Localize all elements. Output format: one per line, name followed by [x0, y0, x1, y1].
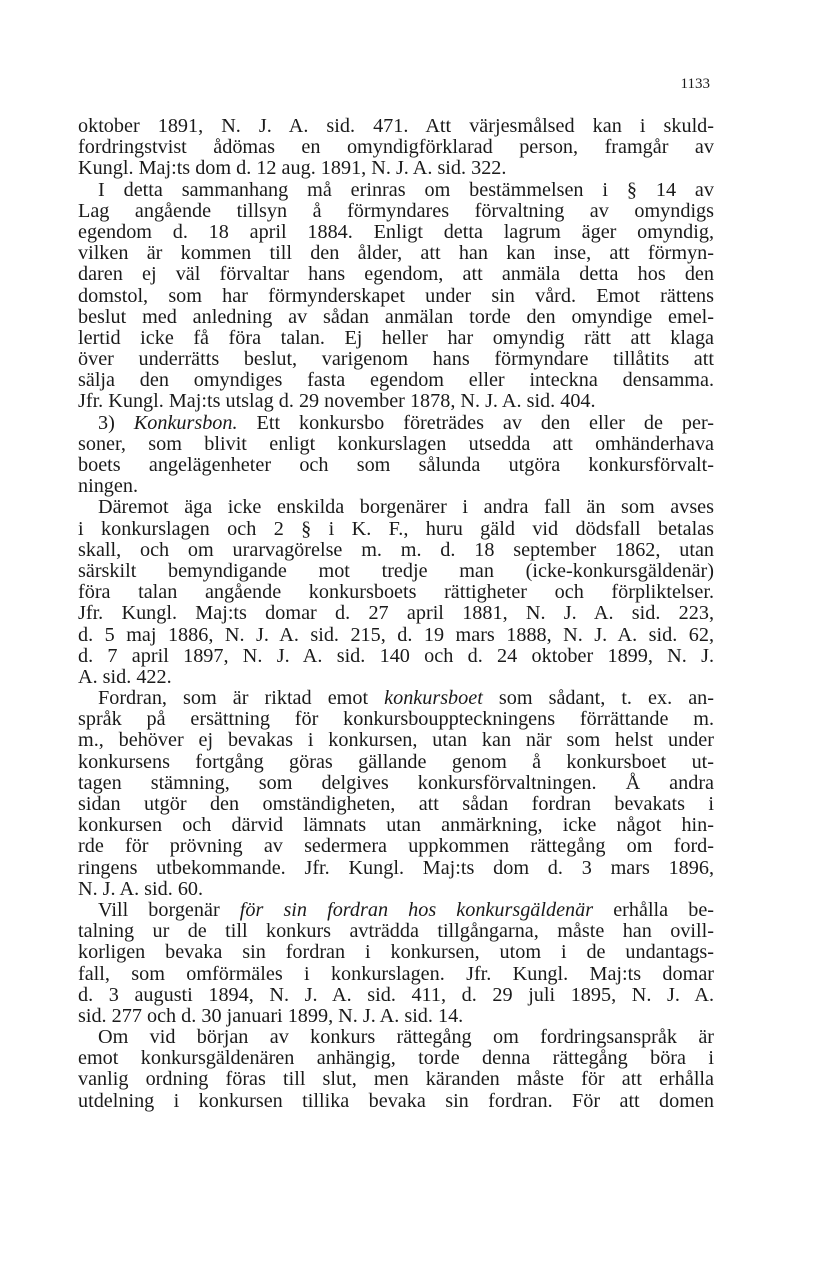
text-line [78, 688, 714, 709]
text-line [78, 773, 714, 794]
italic-term: konkursboet [384, 687, 483, 710]
text-line [78, 964, 714, 985]
text-line [78, 286, 714, 307]
text-line [78, 646, 714, 667]
line-text: d. 7 april 1897, N. J. A. sid. 140 och d. 24 oktober 1899, N. J. [78, 644, 714, 667]
text-line [78, 201, 714, 222]
line-text: fordringstvist ådömas en omyndigförklarad person, framgår av [78, 136, 714, 159]
text-line [78, 434, 714, 455]
text-line [78, 815, 714, 836]
line-text: Lag angående tillsyn å förmyndares förvaltning av omyndigs [78, 199, 714, 222]
text-line [78, 836, 714, 857]
line-text: m., behöver ej bevakas i konkursen, utan kan när som helst under [78, 729, 714, 752]
text-line [78, 540, 714, 561]
italic-term: Konkursbon. [133, 411, 238, 434]
text-line [78, 1006, 714, 1027]
line-text: sid. 277 och d. 30 januari 1899, N. J. A. sid. 14. [78, 1004, 464, 1027]
text-line [78, 1069, 714, 1090]
text-line [78, 858, 714, 879]
text-line [78, 985, 714, 1006]
line-text: ningen. [78, 475, 138, 498]
line-text: erhålla be- [593, 898, 714, 921]
text-line [78, 794, 714, 815]
line-text: språk på ersättning för konkursbouppteckningens förrättande m. [78, 708, 714, 731]
text-line [78, 879, 714, 900]
text-line [78, 561, 714, 582]
text-line [78, 116, 714, 137]
line-text: sidan utgör den omständigheten, att sådan fordran bevakats i [78, 793, 714, 815]
line-text: Ett konkursbo företrädes av den eller de per- [237, 411, 714, 434]
line-text: rde för prövning av sedermera uppkommen rättegång om ford- [78, 835, 714, 858]
line-text: sälja den omyndiges fasta egendom eller inteckna densamma. [78, 369, 714, 392]
line-text: över underrätts beslut, varigenom hans förmyndare tillåtits att [78, 348, 714, 371]
text-line [78, 180, 714, 201]
text-line [78, 328, 714, 349]
text-line [78, 455, 714, 476]
text-line [78, 1048, 714, 1069]
line-text: I detta sammanhang må erinras om bestämmelsen i § 14 av [98, 178, 714, 201]
text-line [78, 137, 714, 158]
line-text: domstol, som har förmynderskapet under sin vård. Emot rättens [78, 284, 714, 307]
line-text: Jfr. Kungl. Maj:ts domar d. 27 april 1881, N. J. A. sid. 223, [78, 602, 714, 625]
line-text: lertid icke få föra talan. Ej heller har omyndig rätt att klaga [78, 326, 714, 349]
line-text: särskilt bemyndigande mot tredje man (icke-konkursgäldenär) [78, 559, 714, 582]
line-text: N. J. A. sid. 60. [78, 877, 204, 900]
line-text: talning ur de till konkurs avträdda tillgångarna, måste han ovill- [78, 920, 714, 943]
line-text: Däremot äga icke enskilda borgenärer i andra fall än som avses [98, 496, 714, 519]
text-line [78, 307, 714, 328]
text-line [78, 582, 714, 603]
text-line [78, 625, 714, 646]
line-text: föra talan angående konkursboets rättigheter och förpliktelser. [78, 581, 714, 604]
line-text: Kungl. Maj:ts dom d. 12 aug. 1891, N. J. A. sid. 322. [78, 157, 507, 180]
line-text: daren ej väl förvaltar hans egendom, att anmäla detta hos den [78, 263, 714, 286]
line-text: boets angelägenheter och som sålunda utgöra konkursförvalt- [78, 454, 714, 476]
text-line [78, 243, 714, 264]
text-line [78, 222, 714, 243]
line-text: A. sid. 422. [78, 665, 172, 688]
line-text: oktober 1891, N. J. A. sid. 471. Att värjesmålsed kan i skuld- [78, 115, 714, 137]
line-text: korligen bevaka sin fordran i konkursen, utom i de undantags- [78, 941, 714, 964]
text-line [78, 1027, 714, 1048]
text-line [78, 603, 714, 624]
line-text: d. 3 augusti 1894, N. J. A. sid. 411, d. 29 juli 1895, N. J. A. [78, 983, 714, 1006]
line-lead: Vill borgenär [98, 898, 240, 921]
text-line [78, 264, 714, 285]
line-text: skall, och om urarvagörelse m. m. d. 18 september 1862, utan [78, 538, 714, 561]
text-line [78, 752, 714, 773]
line-lead: 3) [98, 411, 134, 434]
text-line [78, 497, 714, 518]
line-text: som sådant, t. ex. an- [482, 687, 715, 710]
line-text: tagen stämning, som delgives konkursförvaltningen. Å andra [78, 771, 714, 794]
line-text: vanlig ordning föras till slut, men käranden måste för att erhålla [78, 1068, 714, 1091]
text-line [78, 158, 714, 179]
text-line [78, 667, 714, 688]
text-line [78, 942, 714, 963]
text-line [78, 900, 714, 921]
text-line [78, 921, 714, 942]
text-line [78, 413, 714, 434]
line-text: i konkurslagen och 2 § i K. F., huru gäld vid dödsfall betalas [78, 517, 714, 540]
line-text: fall, som omförmäles i konkurslagen. Jfr. Kungl. Maj:ts domar [78, 962, 714, 985]
line-text: konkursens fortgång göras gällande genom å konkursboet ut- [78, 750, 714, 773]
text-line [78, 476, 714, 497]
body-text [78, 116, 714, 1112]
line-text: Jfr. Kungl. Maj:ts utslag d. 29 november 1878, N. J. A. sid. 404. [78, 390, 596, 413]
text-line [78, 349, 714, 370]
text-line [78, 391, 714, 412]
line-lead: Fordran, som är riktad emot [98, 687, 385, 710]
text-line [78, 730, 714, 751]
line-text: d. 5 maj 1886, N. J. A. sid. 215, d. 19 mars 1888, N. J. A. sid. 62, [78, 623, 714, 646]
line-text: ringens utbekommande. Jfr. Kungl. Maj:ts dom d. 3 mars 1896, [78, 856, 714, 879]
line-text: Om vid början av konkurs rättegång om fordringsanspråk är [98, 1026, 714, 1049]
line-text: egendom d. 18 april 1884. Enligt detta lagrum äger omyndig, [78, 220, 714, 243]
line-text: konkursen och därvid lämnats utan anmärkning, icke något hin- [78, 814, 714, 837]
text-line [78, 370, 714, 391]
line-text: beslut med anledning av sådan anmälan torde den omyndige emel- [78, 305, 714, 328]
page-number: 1133 [680, 76, 710, 92]
italic-term: för sin fordran hos konkursgäldenär [239, 898, 594, 921]
line-text: vilken är kommen till den ålder, att han kan inse, att förmyn- [78, 242, 714, 265]
line-text: soner, som blivit enligt konkurslagen utsedda att omhänderhava [78, 432, 714, 455]
text-line [78, 709, 714, 730]
line-text: emot konkursgäldenären anhängig, torde denna rättegång böra i [78, 1047, 714, 1070]
text-line [78, 1091, 714, 1112]
text-line [78, 519, 714, 540]
line-text: utdelning i konkursen tillika bevaka sin fordran. För att domen [78, 1089, 714, 1112]
